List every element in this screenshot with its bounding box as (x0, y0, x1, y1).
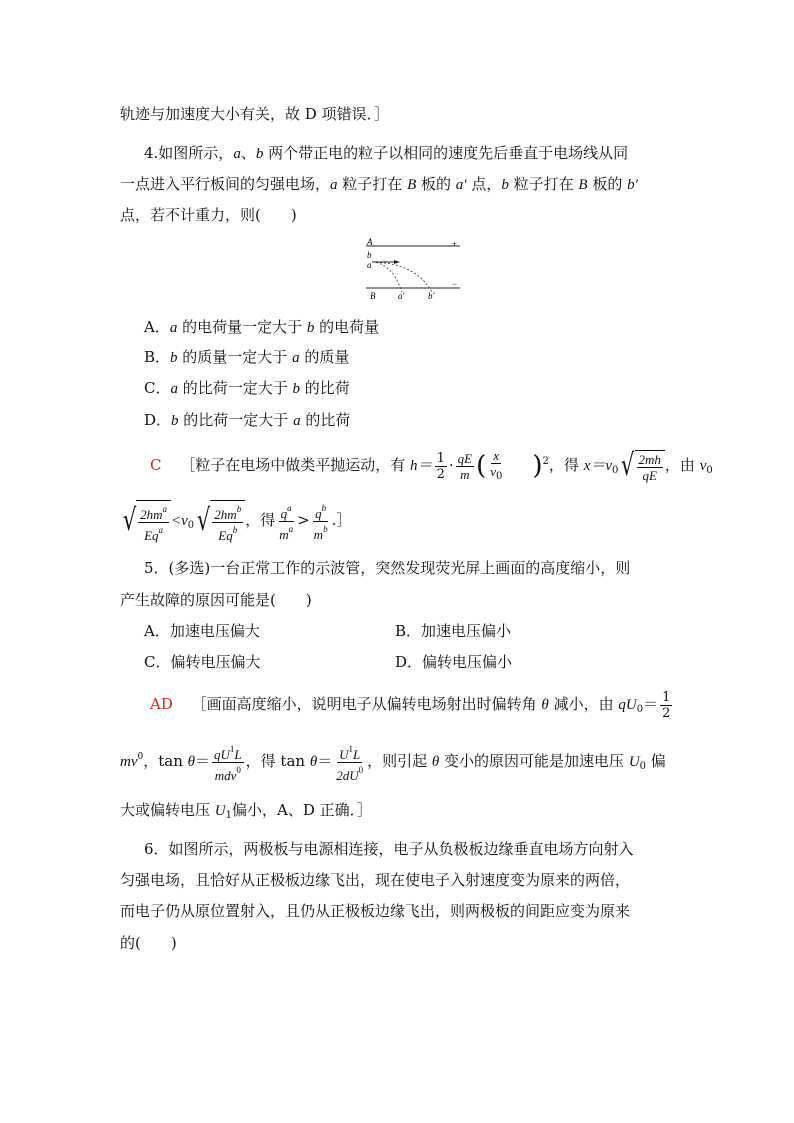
q4-option-d: D．b 的比荷一定大于 a 的比荷 (144, 411, 351, 429)
q4-answer: C (150, 456, 162, 474)
q4-solution-line1: C ［粒子在电场中做类平抛运动，有 h＝ $\frac{1}{2}$ · $\frac{qE}{m}$ ( $\frac{x}{v_0}$ )$^2$，得 $x=v_0$ √ $\frac{2mh}{qE}$ ，由 $v_0$ (150, 448, 713, 483)
q5-stem-line1: 5．(多选)一台正常工作的示波管，突然发现荧光屏上画面的高度缩小，则 (144, 559, 631, 577)
q5-option-c: C．偏转电压偏大 (144, 653, 261, 671)
q4-stem-line3: 点，若不计重力，则( ) (120, 206, 297, 224)
q5-stem-line2: 产生故障的原因可能是( ) (120, 591, 312, 609)
q5-solution-line1: AD ［画面高度缩小，说明电子从偏转电场射出时偏转角 θ 减小，由 $qU_0=$ $\frac{1}{2}$ (150, 689, 671, 721)
q5-answer: AD (150, 695, 173, 713)
q4-stem-line2: 一点进入平行板间的匀强电场，a 粒子打在 B 板的 a′ 点，b 粒子打在 B 板的 b′ (120, 175, 638, 193)
parallel-plates-figure (360, 236, 470, 302)
q4-option-a: A．a 的电荷量一定大于 b 的电荷量 (144, 318, 380, 336)
q6-stem-line3: 而电子仍从原位置射入，且仍从正极板边缘飞出，则两极板的间距应变为原来 (120, 902, 631, 920)
q5-option-a: A．加速电压偏大 (144, 622, 260, 640)
plus-sign: + (452, 239, 458, 249)
point-b-prime: b′ (428, 291, 435, 301)
q4-stem-line1: 4.如图所示，a、b 两个带正电的粒子以相同的速度先后垂直于电场线从同 (144, 144, 629, 162)
minus-sign: − (452, 279, 458, 289)
q5-solution-line3: 大或偏转电压 $U_1$偏小，A、D 正确．］ (120, 801, 373, 821)
plate-b-label: B (370, 291, 376, 301)
q5-option-b: B．加速电压偏小 (395, 622, 512, 640)
q4-option-c: C．a 的比荷一定大于 b 的比荷 (144, 379, 350, 397)
q6-stem-line4: 的( ) (120, 934, 177, 952)
particle-b-label: b (367, 250, 372, 260)
previous-solution-end: 轨迹与加速度大小有关，故 D 项错误．］ (120, 105, 390, 123)
arrow-head (394, 260, 400, 264)
plate-a-label: A (367, 237, 373, 247)
q6-stem-line2: 匀强电场，且恰好从正极板边缘飞出，现在使电子入射速度变为原来的两倍， (120, 871, 631, 889)
q5-solution-line2: $mv^0$，tan θ＝ $\frac{qU^1L}{mdv^0}$ ，得 tan θ＝ $\frac{U^1L}{2dU^0}$ ，则引起 θ 变小的原因可能是加速电压 $U_0$ 偏 (120, 743, 666, 783)
point-a-prime: a′ (398, 291, 405, 301)
q4-option-b: B．b 的质量一定大于 a 的质量 (144, 348, 350, 366)
q5-option-d: D．偏转电压偏小 (395, 653, 513, 671)
particle-a-label: a (367, 260, 372, 270)
q4-solution-line2: √ $\frac{2hm^a}{Eq^a}$ $<v_0$ √ $\frac{2hm^b}{Eq^b}$ ，得 $\frac{q^a}{m^a}$ > $\frac{q^b}{m^b}$ .］ (120, 498, 351, 548)
q6-stem-line1: 6．如图所示，两极板与电源相连接，电子从负极板边缘垂直电场方向射入 (144, 840, 634, 858)
